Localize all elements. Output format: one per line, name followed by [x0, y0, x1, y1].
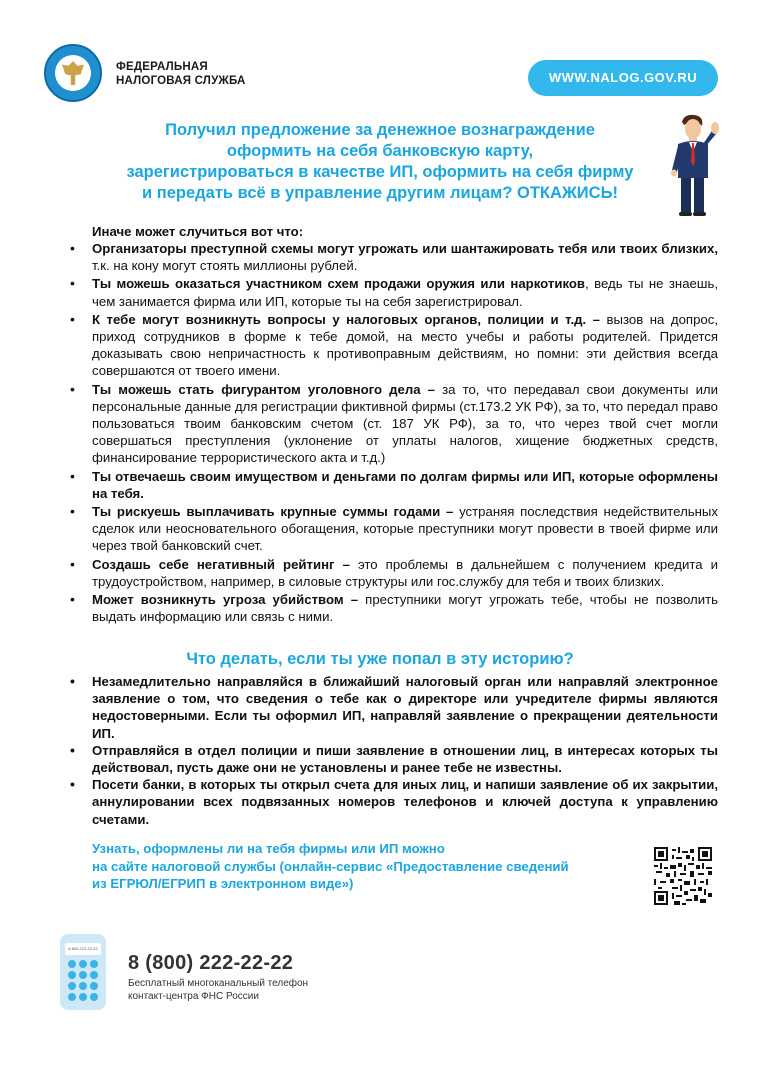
- risk-text: , ведь ты не знаешь, чем занимается фирма или ИП, которые ты на себя зарегистрировал.: [92, 276, 718, 309]
- risk-bold: Может возникнуть угроза убийством –: [92, 592, 359, 608]
- risk-bold: Создашь себе негативный рейтинг –: [92, 556, 350, 572]
- keypad-key: [90, 960, 98, 968]
- list-item: [66, 275, 718, 309]
- risk-bold: Ты отвечаешь своим имуществом и деньгами по долгам фирмы или ИП, которые оформлены на тебя.: [92, 468, 718, 501]
- risk-text: вызов на допрос, приход сотрудников в форме к тебе домой, на место учебы и работы родителей. Придется доказывать свою непричастность к противоправным действиям, но помни: эти действия всегда совершаются от твоего имени.: [92, 311, 718, 379]
- list-item: • Посети банки, в которых ты открыл счета для иных лиц, и напиши заявление об их закрытии, аннулировании всех подвязанных номеров телефонов и ключей доступа к управлению счетами.: [66, 776, 718, 828]
- phone-screen: 8 800 222-22-22: [65, 943, 101, 955]
- list-item: [66, 556, 718, 590]
- keypad-key: [90, 982, 98, 990]
- risk-bold: К тебе могут возникнуть вопросы у налоговых органов, полиции и т.д. –: [92, 311, 601, 327]
- keypad-key: [68, 993, 76, 1001]
- keypad-key: [79, 993, 87, 1001]
- list-item: [66, 503, 718, 555]
- qr-code-icon[interactable]: [654, 847, 712, 905]
- list-item: [66, 381, 718, 467]
- businessman-stop-illustration: [662, 112, 722, 218]
- fns-logo-emblem: [44, 44, 102, 102]
- risk-bold: Ты можешь оказаться участником схем продажи оружия или наркотиков: [92, 276, 586, 292]
- risk-bold: Ты рискуешь выплачивать крупные суммы годами –: [92, 504, 454, 520]
- hotline-desc-line-2: контакт-центра ФНС России: [128, 990, 259, 1002]
- list-item: • Отправляйся в отдел полиции и пиши заявление в отношении лиц, в интересах которых ты действовал, пусть даже они не установлены и ранее тебе не известны.: [66, 742, 718, 776]
- keypad-key: [79, 960, 87, 968]
- risk-bold: Ты можешь стать фигурантом уголовного дела –: [92, 381, 435, 397]
- actions-list: [66, 673, 718, 828]
- list-item: [66, 311, 718, 380]
- headline-line-3: зарегистрироваться в качестве ИП, оформить на себя фирму: [126, 163, 634, 181]
- list-item: [66, 591, 718, 625]
- keypad-key: [79, 971, 87, 979]
- list-item: [66, 240, 718, 274]
- logo-text: [116, 60, 246, 88]
- list-item: • Незамедлительно направляйся в ближайший налоговый орган или направляй электронное заявление о том, что сведения о тебе как о директоре или учредителе фирмы являются недостоверными. Если ты оформил ИП, направляй заявление о прекращении деятельности ИП.: [66, 673, 718, 742]
- hotline-number[interactable]: 8 (800) 222-22-22: [128, 952, 294, 974]
- risk-text: т.к. на кону могут стоять миллионы рублей.: [92, 258, 358, 274]
- phone-icon: [60, 934, 106, 1010]
- risk-text: преступники могут угрожать тебе, чтобы не позволить выдать информацию или связь с ними.: [92, 592, 718, 625]
- risks-list: [66, 240, 718, 626]
- check-info: [92, 840, 632, 893]
- keypad-key: [68, 960, 76, 968]
- risk-text: это проблемы в дальнейшем с получением кредита и трудоустройством, например, в силовые структуры или гос.службу для тебя и твоих близких.: [92, 556, 718, 589]
- intro-text: Иначе может случиться вот что:: [92, 224, 304, 239]
- risk-bold: Организаторы преступной схемы могут угрожать или шантажировать тебя или твоих близких,: [92, 241, 718, 256]
- phone-keypad: [68, 960, 98, 1001]
- headline-line-1: Получил предложение за денежное вознаграждение: [165, 121, 595, 139]
- headline: [120, 120, 640, 204]
- headline-line-4: и передать всё в управление другим лицам? ОТКАЖИСЬ!: [142, 184, 618, 202]
- check-info-line-2: на сайте налоговой службы (онлайн-сервис «Предоставление сведений: [92, 858, 569, 874]
- what-to-do-title: Что делать, если ты уже попал в эту историю?: [186, 650, 574, 668]
- keypad-key: [90, 971, 98, 979]
- check-info-line-3: из ЕГРЮЛ/ЕГРИП в электронном виде»): [92, 876, 354, 891]
- logo-line-1: ФЕДЕРАЛЬНАЯ: [116, 61, 208, 73]
- logo-line-2: НАЛОГОВАЯ СЛУЖБА: [116, 75, 246, 87]
- website-link[interactable]: WWW.NALOG.GOV.RU: [528, 60, 718, 96]
- hotline-desc-line-1: Бесплатный многоканальный телефон: [128, 978, 309, 989]
- keypad-key: [68, 982, 76, 990]
- risk-text: устраняя последствия недействительных сделок или неосновательного обогащения, которые преступники могут провести в твоей фирме или через твой банковский счет.: [92, 504, 718, 554]
- check-info-line-1: Узнать, оформлены ли на тебя фирмы или ИП можно: [92, 841, 445, 856]
- headline-line-2: оформить на себя банковскую карту,: [226, 142, 534, 160]
- risk-text: за то, что передавал свои документы или персональные данные для регистрации фиктивной фирмы (ст.173.2 УК РФ), за то, что передал право пользоваться твоим банковским счетом (ст. 187 УК РФ), за то, что через твой счет могли совершаться преступления (уклонение от уплаты налогов, хищение бюджетных средств, финансирование террористического акта и т.д.): [92, 381, 718, 466]
- list-item: [66, 468, 718, 502]
- keypad-key: [79, 982, 87, 990]
- hotline-description: [128, 978, 308, 1003]
- keypad-key: [90, 993, 98, 1001]
- keypad-key: [68, 971, 76, 979]
